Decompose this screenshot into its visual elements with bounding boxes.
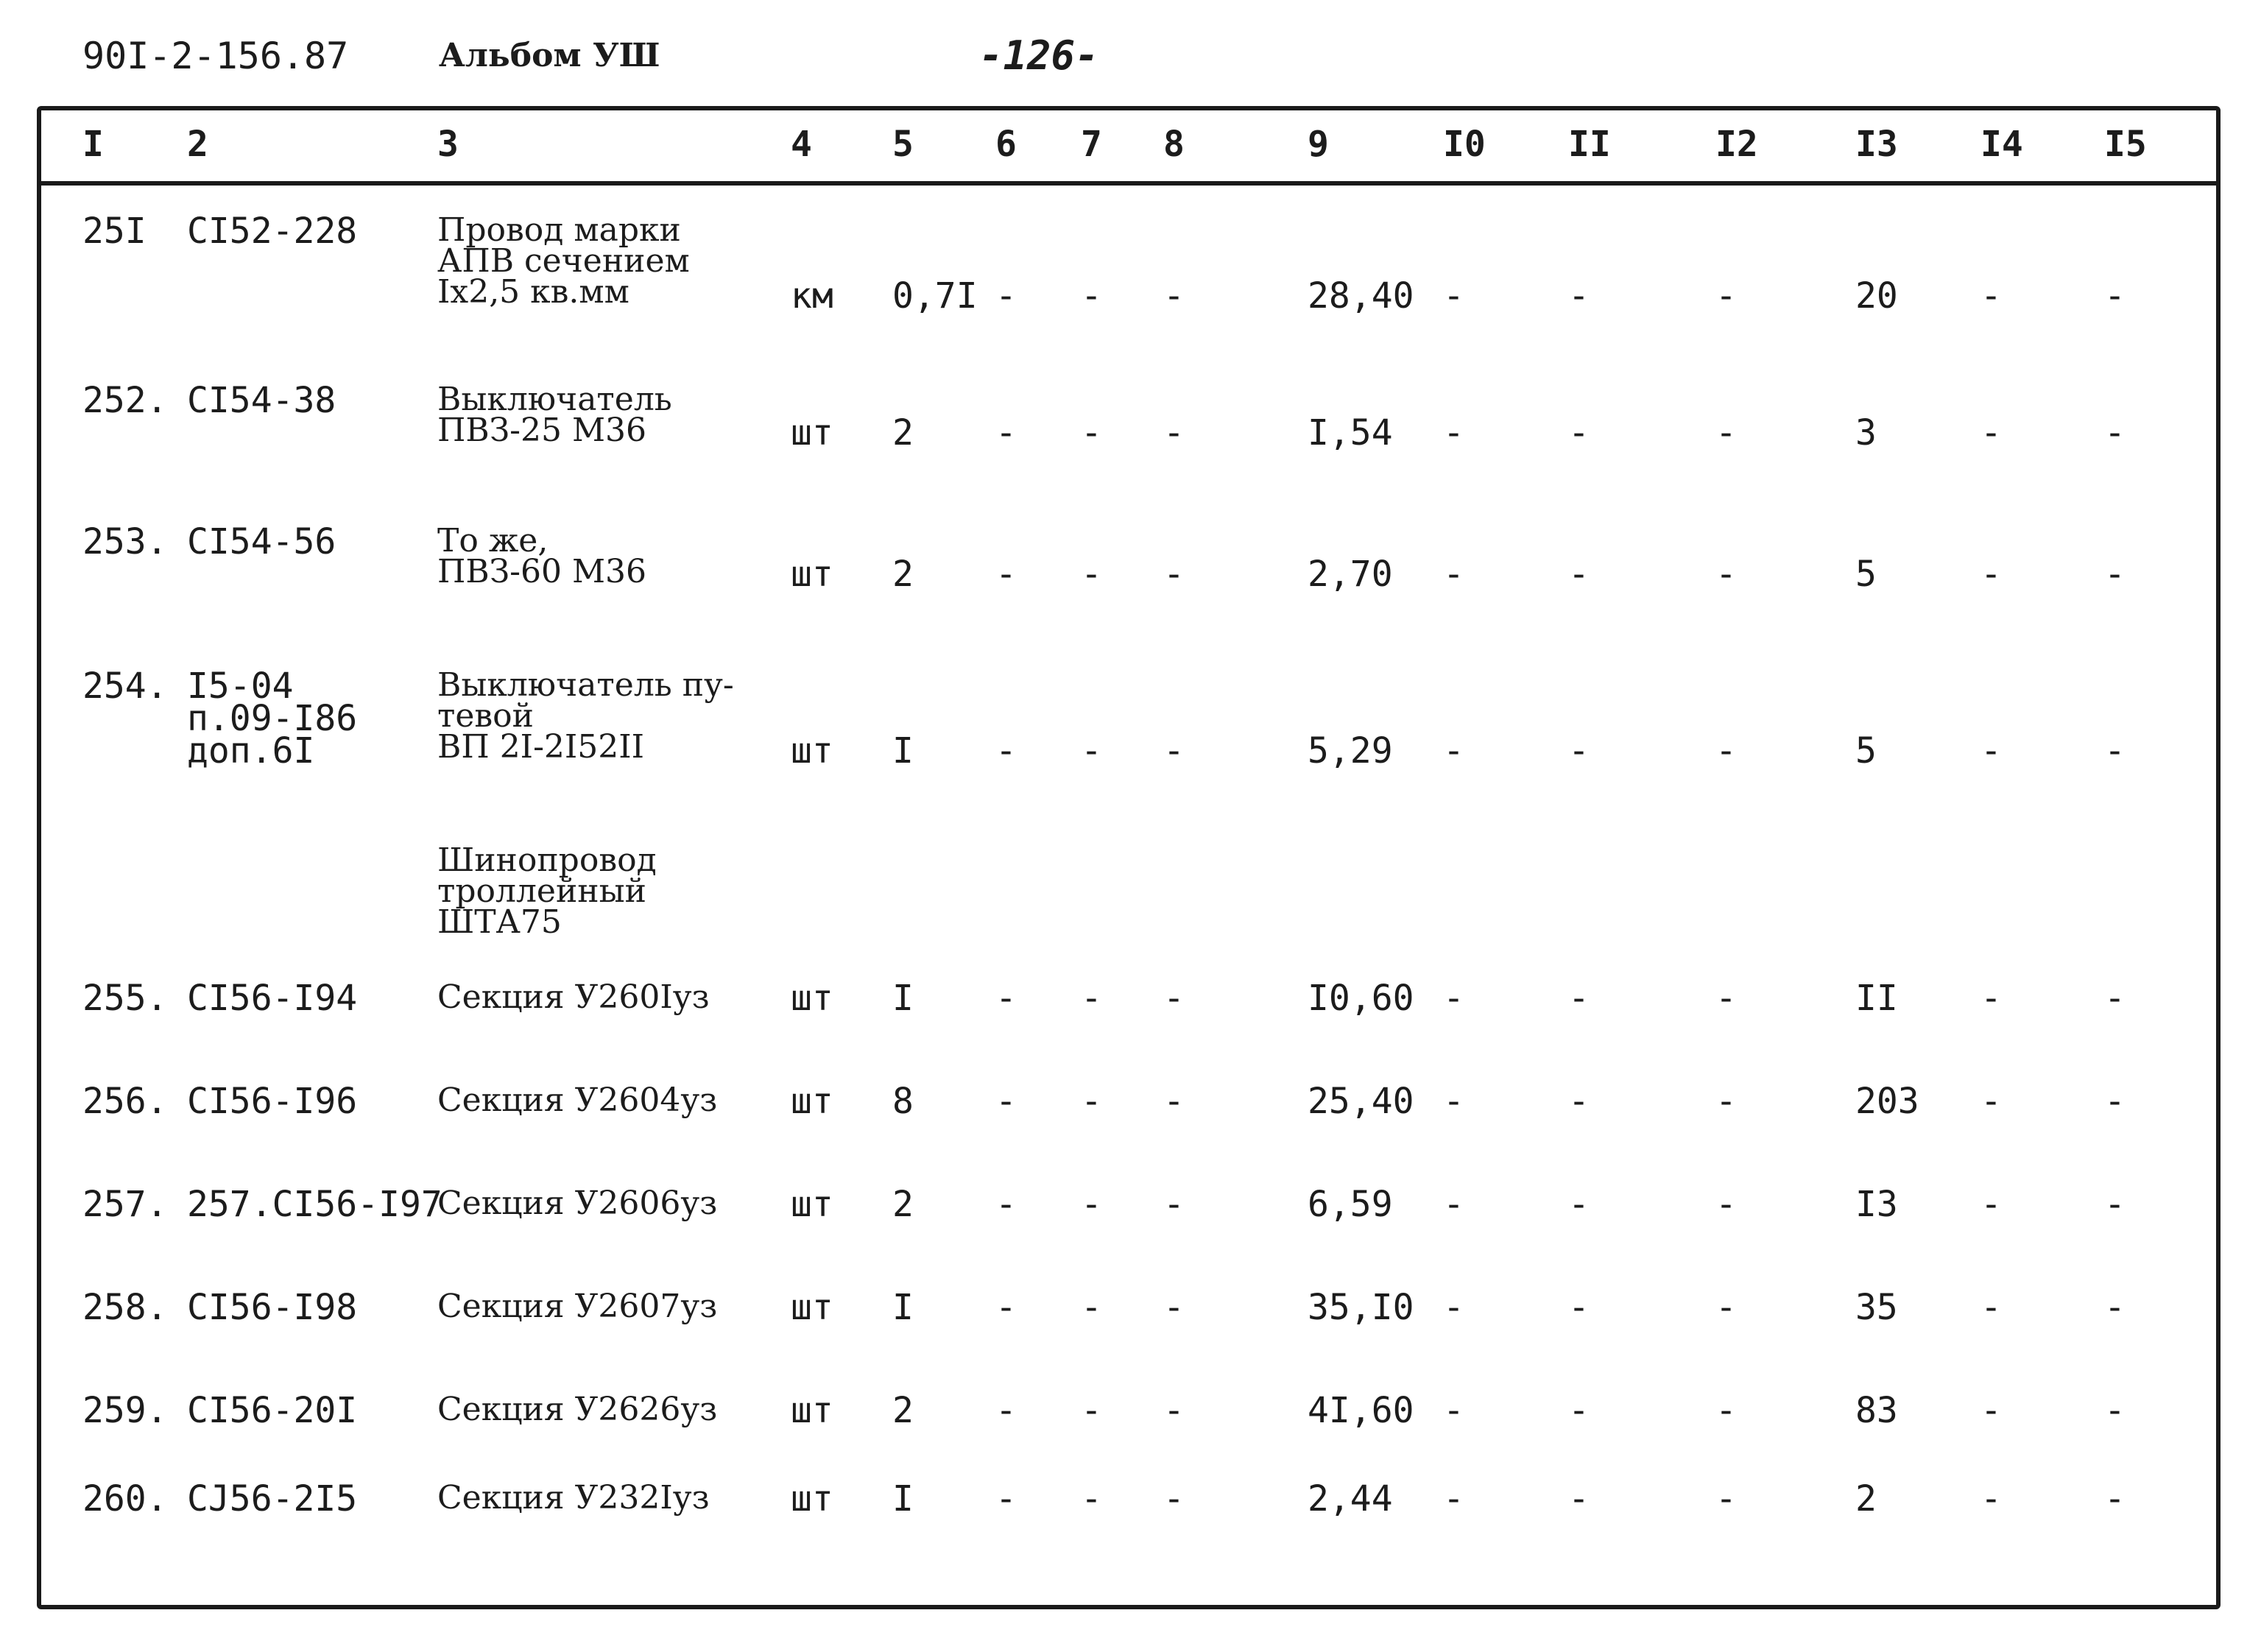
quantity: 0,7I bbox=[892, 275, 978, 317]
col-9: I,54 bbox=[1308, 412, 1393, 453]
item-name: Секция У2626уз bbox=[437, 1391, 718, 1428]
col-9: 2,70 bbox=[1308, 554, 1393, 595]
col-13: II bbox=[1855, 978, 1898, 1019]
row-number: 253. bbox=[82, 521, 168, 562]
col-14: - bbox=[1980, 1390, 2002, 1431]
item-name: Выключатель ПВЗ-25 М36 bbox=[437, 381, 672, 449]
col-11: - bbox=[1568, 730, 1590, 772]
col-9: 4I,60 bbox=[1308, 1390, 1414, 1431]
col-13: I3 bbox=[1855, 1184, 1898, 1225]
row-number: 259. bbox=[82, 1390, 168, 1431]
quantity: I bbox=[892, 978, 914, 1019]
col-15: - bbox=[2104, 554, 2126, 595]
column-header-4: 4 bbox=[791, 124, 812, 165]
row-number: 260. bbox=[82, 1478, 168, 1519]
col-8: - bbox=[1163, 412, 1185, 453]
column-header-9: 9 bbox=[1308, 124, 1329, 165]
col-10: - bbox=[1443, 412, 1464, 453]
col-12: - bbox=[1715, 1478, 1737, 1519]
col-10: - bbox=[1443, 275, 1464, 317]
item-code: CI56-I96 bbox=[187, 1081, 358, 1122]
unit: шт bbox=[791, 554, 833, 595]
unit: шт bbox=[791, 978, 833, 1019]
col-12: - bbox=[1715, 1184, 1737, 1225]
col-12: - bbox=[1715, 1081, 1737, 1122]
col-14: - bbox=[1980, 1287, 2002, 1328]
col-8: - bbox=[1163, 1478, 1185, 1519]
col-10: - bbox=[1443, 554, 1464, 595]
item-code: CJ56-2I5 bbox=[187, 1478, 358, 1519]
col-11: - bbox=[1568, 1184, 1590, 1225]
album-label: Альбом УШ bbox=[439, 37, 660, 74]
unit: шт bbox=[791, 1287, 833, 1328]
col-14: - bbox=[1980, 730, 2002, 772]
item-code: CI56-I94 bbox=[187, 978, 358, 1019]
col-10: - bbox=[1443, 1287, 1464, 1328]
col-7: - bbox=[1081, 1184, 1102, 1225]
col-14: - bbox=[1980, 275, 2002, 317]
col-13: 83 bbox=[1855, 1390, 1898, 1431]
col-14: - bbox=[1980, 1081, 2002, 1122]
col-10: - bbox=[1443, 1081, 1464, 1122]
col-12: - bbox=[1715, 412, 1737, 453]
col-7: - bbox=[1081, 412, 1102, 453]
unit: шт bbox=[791, 730, 833, 772]
col-13: 203 bbox=[1855, 1081, 1919, 1122]
col-13: 20 bbox=[1855, 275, 1898, 317]
item-name: Секция У2606уз bbox=[437, 1185, 718, 1222]
item-code: I5-04 п.09-I86 доп.6I bbox=[187, 666, 358, 772]
col-12: - bbox=[1715, 730, 1737, 772]
item-code: 257.CI56-I97 bbox=[187, 1184, 442, 1225]
col-15: - bbox=[2104, 730, 2126, 772]
column-header-6: 6 bbox=[995, 124, 1017, 165]
column-header-3: 3 bbox=[437, 124, 459, 165]
item-name: Провод марки АПВ сечением Ix2,5 кв.мм bbox=[437, 211, 690, 311]
col-11: - bbox=[1568, 412, 1590, 453]
col-6: - bbox=[995, 1184, 1017, 1225]
item-name: Секция У2607уз bbox=[437, 1288, 718, 1325]
column-header-8: 8 bbox=[1163, 124, 1185, 165]
col-10: - bbox=[1443, 1478, 1464, 1519]
column-header-13: I3 bbox=[1855, 124, 1898, 165]
col-7: - bbox=[1081, 1287, 1102, 1328]
item-name: Выключатель пу- тевой ВП 2I-2I52II bbox=[437, 666, 734, 766]
col-12: - bbox=[1715, 554, 1737, 595]
col-11: - bbox=[1568, 275, 1590, 317]
col-13: 5 bbox=[1855, 554, 1877, 595]
row-number: 25I bbox=[82, 211, 147, 252]
col-6: - bbox=[995, 1390, 1017, 1431]
col-8: - bbox=[1163, 554, 1185, 595]
column-header-5: 5 bbox=[892, 124, 914, 165]
col-7: - bbox=[1081, 1478, 1102, 1519]
unit: шт bbox=[791, 1184, 833, 1225]
quantity: 2 bbox=[892, 554, 914, 595]
col-7: - bbox=[1081, 978, 1102, 1019]
item-name: Шинопровод троллейный ШТА75 bbox=[437, 841, 657, 941]
column-header-14: I4 bbox=[1980, 124, 2023, 165]
col-9: 28,40 bbox=[1308, 275, 1414, 317]
col-15: - bbox=[2104, 1478, 2126, 1519]
quantity: 8 bbox=[892, 1081, 914, 1122]
col-10: - bbox=[1443, 1390, 1464, 1431]
item-name: Секция У260Iуз bbox=[437, 978, 710, 1016]
col-15: - bbox=[2104, 412, 2126, 453]
col-9: 6,59 bbox=[1308, 1184, 1393, 1225]
page-number: -126- bbox=[979, 32, 1099, 79]
unit: шт bbox=[791, 1390, 833, 1431]
col-10: - bbox=[1443, 978, 1464, 1019]
col-14: - bbox=[1980, 412, 2002, 453]
col-6: - bbox=[995, 1478, 1017, 1519]
column-header-10: I0 bbox=[1443, 124, 1486, 165]
quantity: I bbox=[892, 1287, 914, 1328]
item-code: CI56-I98 bbox=[187, 1287, 358, 1328]
column-header-2: 2 bbox=[187, 124, 208, 165]
column-header-11: II bbox=[1568, 124, 1611, 165]
col-13: 3 bbox=[1855, 412, 1877, 453]
col-7: - bbox=[1081, 1081, 1102, 1122]
item-name: Секция У2604уз bbox=[437, 1081, 718, 1119]
header-divider bbox=[37, 181, 2221, 186]
col-14: - bbox=[1980, 978, 2002, 1019]
item-code: CI56-20I bbox=[187, 1390, 358, 1431]
col-11: - bbox=[1568, 554, 1590, 595]
row-number: 255. bbox=[82, 978, 168, 1019]
col-8: - bbox=[1163, 1081, 1185, 1122]
item-code: CI54-56 bbox=[187, 521, 336, 562]
col-13: 2 bbox=[1855, 1478, 1877, 1519]
row-number: 256. bbox=[82, 1081, 168, 1122]
col-12: - bbox=[1715, 275, 1737, 317]
unit: км bbox=[791, 275, 833, 317]
col-11: - bbox=[1568, 1390, 1590, 1431]
quantity: 2 bbox=[892, 412, 914, 453]
col-15: - bbox=[2104, 1081, 2126, 1122]
item-code: CI52-228 bbox=[187, 211, 358, 252]
col-9: 5,29 bbox=[1308, 730, 1393, 772]
column-header-1: I bbox=[82, 124, 104, 165]
col-7: - bbox=[1081, 730, 1102, 772]
col-8: - bbox=[1163, 730, 1185, 772]
col-12: - bbox=[1715, 1390, 1737, 1431]
unit: шт bbox=[791, 412, 833, 453]
quantity: I bbox=[892, 1478, 914, 1519]
col-6: - bbox=[995, 1081, 1017, 1122]
col-6: - bbox=[995, 412, 1017, 453]
col-6: - bbox=[995, 554, 1017, 595]
col-7: - bbox=[1081, 275, 1102, 317]
col-7: - bbox=[1081, 1390, 1102, 1431]
item-name: То же, ПВЗ-60 М36 bbox=[437, 522, 647, 590]
col-6: - bbox=[995, 1287, 1017, 1328]
quantity: 2 bbox=[892, 1390, 914, 1431]
col-13: 35 bbox=[1855, 1287, 1898, 1328]
col-15: - bbox=[2104, 1287, 2126, 1328]
col-11: - bbox=[1568, 1287, 1590, 1328]
quantity: 2 bbox=[892, 1184, 914, 1225]
table-frame bbox=[37, 106, 2221, 1609]
item-code: CI54-38 bbox=[187, 380, 336, 421]
col-10: - bbox=[1443, 730, 1464, 772]
col-15: - bbox=[2104, 275, 2126, 317]
col-7: - bbox=[1081, 554, 1102, 595]
column-header-15: I5 bbox=[2104, 124, 2147, 165]
row-number: 252. bbox=[82, 380, 168, 421]
col-6: - bbox=[995, 275, 1017, 317]
col-11: - bbox=[1568, 1081, 1590, 1122]
unit: шт bbox=[791, 1478, 833, 1519]
col-11: - bbox=[1568, 1478, 1590, 1519]
col-14: - bbox=[1980, 1184, 2002, 1225]
col-15: - bbox=[2104, 1390, 2126, 1431]
col-15: - bbox=[2104, 1184, 2126, 1225]
col-15: - bbox=[2104, 978, 2126, 1019]
col-8: - bbox=[1163, 1287, 1185, 1328]
row-number: 258. bbox=[82, 1287, 168, 1328]
col-10: - bbox=[1443, 1184, 1464, 1225]
col-8: - bbox=[1163, 978, 1185, 1019]
col-6: - bbox=[995, 978, 1017, 1019]
col-9: I0,60 bbox=[1308, 978, 1414, 1019]
item-name: Секция У232Iуз bbox=[437, 1479, 710, 1517]
col-14: - bbox=[1980, 554, 2002, 595]
document-code: 90I-2-156.87 bbox=[82, 35, 349, 77]
column-header-7: 7 bbox=[1081, 124, 1102, 165]
col-9: 2,44 bbox=[1308, 1478, 1393, 1519]
quantity: I bbox=[892, 730, 914, 772]
row-number: 254. bbox=[82, 666, 168, 707]
row-number: 257. bbox=[82, 1184, 168, 1225]
unit: шт bbox=[791, 1081, 833, 1122]
col-12: - bbox=[1715, 1287, 1737, 1328]
col-9: 25,40 bbox=[1308, 1081, 1414, 1122]
col-8: - bbox=[1163, 1184, 1185, 1225]
col-11: - bbox=[1568, 978, 1590, 1019]
col-14: - bbox=[1980, 1478, 2002, 1519]
col-8: - bbox=[1163, 1390, 1185, 1431]
col-13: 5 bbox=[1855, 730, 1877, 772]
column-header-12: I2 bbox=[1715, 124, 1758, 165]
col-6: - bbox=[995, 730, 1017, 772]
col-9: 35,I0 bbox=[1308, 1287, 1414, 1328]
col-12: - bbox=[1715, 978, 1737, 1019]
col-8: - bbox=[1163, 275, 1185, 317]
